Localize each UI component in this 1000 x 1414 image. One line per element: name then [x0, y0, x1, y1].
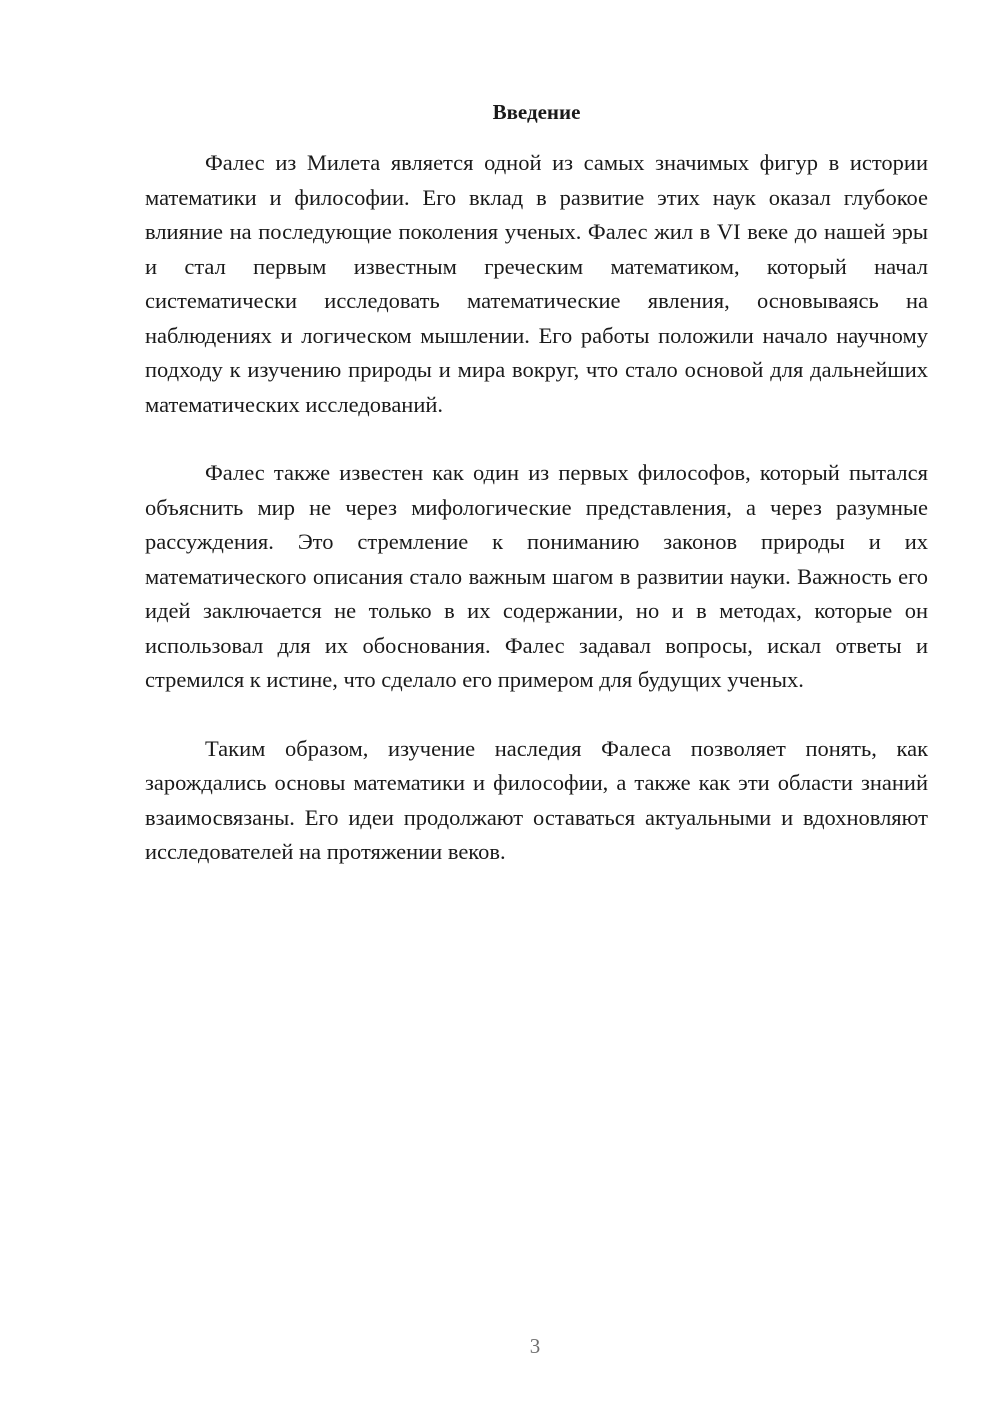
- page-number: 3: [529, 1334, 541, 1358]
- paragraph-3: Таким образом, изучение наследия Фалеса позволяет понять, как зарождались основы математики и философии, а также как эти области знаний взаимосвязаны. Его идеи продолжают оставаться актуальными и вдохновляют исследователей на протяжении веков.: [145, 735, 928, 864]
- page-content: [145, 96, 928, 870]
- paragraph-2: Фалес также известен как один из первых философов, который пытался объяснить мир не через мифологические представления, а через разумные рассуждения. Это стремление к пониманию законов природы и их математического описания стало важным шагом в развитии науки. Важность его идей заключается не только в их содержании, но и в методах, которые он использовал для их обоснования. Фалес задавал вопросы, искал ответы и стремился к истине, что сделало его примером для будущих ученых.: [145, 460, 928, 692]
- paragraph-1: Фалес из Милета является одной из самых значимых фигур в истории математики и философии. Его вклад в развитие этих наук оказал глубокое влияние на последующие поколения ученых. Фалес жил в VI веке до нашей эры и стал первым известным греческим математиком, который начал систематически исследовать математические явления, основываясь на наблюдениях и логическом мышлении. Его работы положили начало научному подходу к изучению природы и мира вокруг, что стало основой для дальнейших математических исследований.: [145, 150, 928, 417]
- section-title: Введение: [492, 100, 581, 124]
